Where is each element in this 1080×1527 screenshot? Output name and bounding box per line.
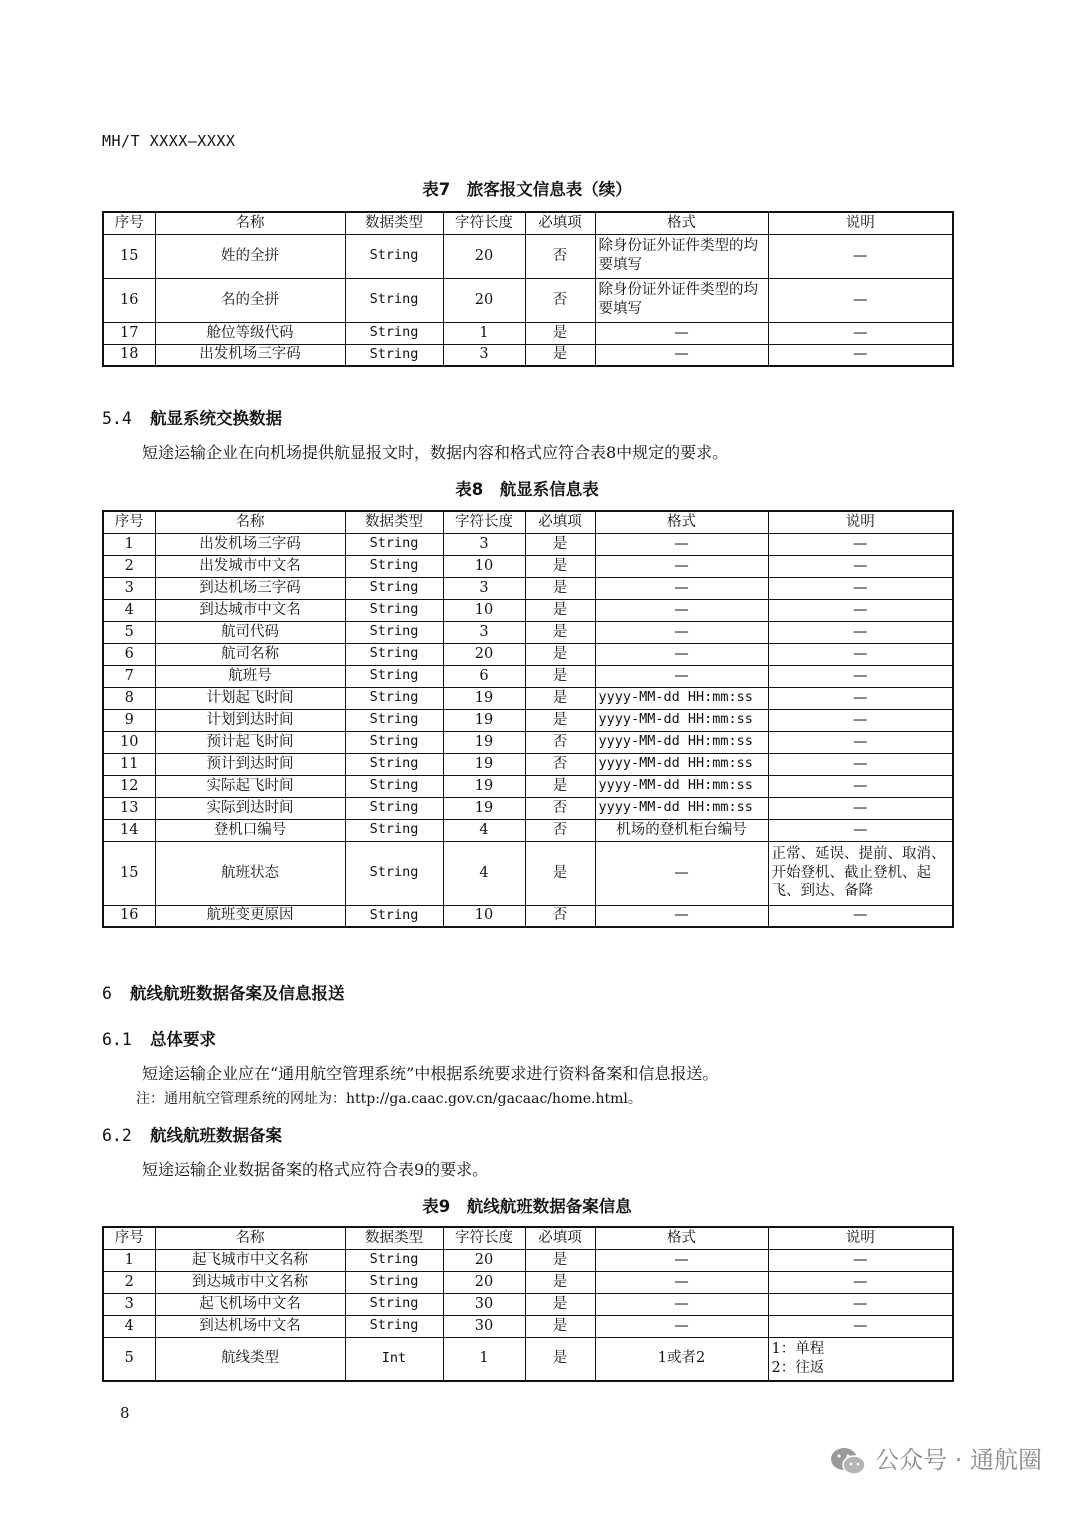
table-cell: 1 [103,533,155,555]
table-cell: 是 [525,1271,595,1293]
table-cell: — [768,322,953,344]
column-header: 必填项 [525,212,595,234]
table-cell: — [768,577,953,599]
table-cell: 是 [525,1315,595,1337]
table-cell: 3 [443,577,525,599]
column-header: 字符长度 [443,212,525,234]
table-cell: 出发机场三字码 [155,344,345,366]
table-cell: 3 [443,344,525,366]
table-cell: 6 [443,665,525,687]
table-cell: 预计到达时间 [155,753,345,775]
table-cell: 出发机场三字码 [155,533,345,555]
column-header: 格式 [595,212,768,234]
table-cell: 7 [103,665,155,687]
table-cell: 姓的全拼 [155,234,345,278]
table-cell: — [768,1315,953,1337]
table-cell: — [595,1315,768,1337]
table-row [103,797,953,819]
table-cell: String [345,1271,443,1293]
table-cell: String [345,533,443,555]
watermark-text: 公众号 · 通航圈 [875,1446,1042,1474]
table-cell: 是 [525,322,595,344]
table-cell: 1：单程 2：往返 [768,1337,953,1381]
wechat-logo-icon [829,1446,867,1476]
table-cell: — [595,643,768,665]
table-cell: yyyy-MM-dd HH:mm:ss [595,753,768,775]
table-cell: 实际到达时间 [155,797,345,819]
table-cell: 否 [525,819,595,841]
table-cell: 到达城市中文名称 [155,1271,345,1293]
page-number: 8 [120,1404,130,1422]
table-cell: 是 [525,555,595,577]
table-cell: 出发城市中文名 [155,555,345,577]
table-cell: 17 [103,322,155,344]
header-row [103,511,953,533]
table-cell: 航班状态 [155,841,345,905]
table-cell: 到达城市中文名 [155,599,345,621]
watermark [829,1440,1042,1476]
table-row [103,819,953,841]
table-cell: 机场的登机柜台编号 [595,819,768,841]
table-cell: — [768,344,953,366]
table-cell: 是 [525,841,595,905]
table-cell: 30 [443,1293,525,1315]
table-cell: 10 [443,905,525,927]
table-cell: 正常、延误、提前、取消、开始登机、截止登机、起飞、到达、备降 [768,841,953,905]
table-cell: 19 [443,753,525,775]
column-header: 字符长度 [443,1227,525,1249]
table-cell: Int [345,1337,443,1381]
table-row [103,278,953,322]
table-cell: String [345,278,443,322]
table-cell: 5 [103,1337,155,1381]
table-cell: — [595,344,768,366]
table-cell: — [768,1271,953,1293]
table-cell: 18 [103,344,155,366]
table-cell: 实际起飞时间 [155,775,345,797]
table-cell: 是 [525,1249,595,1271]
table-cell: — [768,278,953,322]
table-cell: 起飞城市中文名称 [155,1249,345,1271]
table-cell: 舱位等级代码 [155,322,345,344]
table-cell: — [768,1249,953,1271]
table-cell: String [345,577,443,599]
table-row [103,1315,953,1337]
table-row [103,1337,953,1381]
table-cell: 航班号 [155,665,345,687]
table-cell: 2 [103,555,155,577]
table-row [103,687,953,709]
table-row [103,555,953,577]
table-cell: — [595,533,768,555]
column-header: 说明 [768,212,953,234]
table-cell: — [595,1271,768,1293]
table-cell: — [768,905,953,927]
standard-number: MH/T XXXX—XXXX [102,132,236,150]
table-cell: 19 [443,687,525,709]
table-cell: 20 [443,234,525,278]
table-cell: String [345,753,443,775]
table-cell: 4 [443,841,525,905]
table-cell: — [768,709,953,731]
table-cell: 3 [103,577,155,599]
table-cell: — [595,905,768,927]
table-cell: 16 [103,905,155,927]
table8-caption: 表8 航显系信息表 [455,480,599,499]
table-cell: — [595,599,768,621]
table-cell: 否 [525,905,595,927]
table-cell: 5 [103,621,155,643]
column-header: 名称 [155,212,345,234]
table-cell: 1 [443,1337,525,1381]
table-cell: 14 [103,819,155,841]
table-cell: — [768,775,953,797]
table-cell: 航线类型 [155,1337,345,1381]
table-cell: 是 [525,643,595,665]
table-cell: — [768,533,953,555]
section-5-4-paragraph: 短途运输企业在向机场提供航显报文时，数据内容和格式应符合表8中规定的要求。 [142,443,729,462]
table-cell: 30 [443,1315,525,1337]
table-cell: — [595,665,768,687]
table-cell: String [345,234,443,278]
table-cell: 预计起飞时间 [155,731,345,753]
table-cell: 是 [525,775,595,797]
table-cell: — [595,1293,768,1315]
table-cell: 计划到达时间 [155,709,345,731]
column-header: 字符长度 [443,511,525,533]
section-5-4-heading: 5.4 航显系统交换数据 [102,409,282,428]
column-header: 必填项 [525,511,595,533]
table-cell: 航司名称 [155,643,345,665]
table-cell: String [345,643,443,665]
section-6-1-heading: 6.1 总体要求 [102,1030,216,1049]
table-cell: 10 [443,599,525,621]
table-cell: 否 [525,753,595,775]
table-cell: — [768,621,953,643]
column-header: 序号 [103,511,155,533]
table-cell: 20 [443,643,525,665]
table-cell: 计划起飞时间 [155,687,345,709]
table-cell: 12 [103,775,155,797]
column-header: 数据类型 [345,212,443,234]
table-cell: 是 [525,577,595,599]
table-cell: yyyy-MM-dd HH:mm:ss [595,731,768,753]
table-cell: — [595,555,768,577]
table-row [103,709,953,731]
column-header: 说明 [768,511,953,533]
table-cell: yyyy-MM-dd HH:mm:ss [595,797,768,819]
table-cell: 11 [103,753,155,775]
column-header: 格式 [595,1227,768,1249]
table-cell: — [768,1293,953,1315]
table9 [102,1226,954,1382]
table-cell: String [345,841,443,905]
table-cell: 否 [525,234,595,278]
table7-caption: 表7 旅客报文信息表（续） [422,180,632,199]
column-header: 数据类型 [345,1227,443,1249]
table-cell: 除身份证外证件类型的均要填写 [595,234,768,278]
section-6-heading: 6 航线航班数据备案及信息报送 [102,984,345,1003]
table-cell: 1或者2 [595,1337,768,1381]
table9-caption: 表9 航线航班数据备案信息 [422,1197,632,1216]
table-cell: 是 [525,599,595,621]
table-cell: 除身份证外证件类型的均要填写 [595,278,768,322]
table-cell: 4 [103,1315,155,1337]
table-row [103,665,953,687]
table-cell: yyyy-MM-dd HH:mm:ss [595,687,768,709]
table-cell: 是 [525,687,595,709]
table8 [102,510,954,928]
table-cell: 登机口编号 [155,819,345,841]
table-cell: 19 [443,731,525,753]
table-cell: — [595,621,768,643]
section-6-1-paragraph: 短途运输企业应在“通用航空管理系统”中根据系统要求进行资料备案和信息报送。 [142,1064,719,1083]
table-row [103,599,953,621]
table-cell: 15 [103,841,155,905]
table-cell: 起飞机场中文名 [155,1293,345,1315]
table-cell: 16 [103,278,155,322]
column-header: 必填项 [525,1227,595,1249]
table-row [103,621,953,643]
section-6-1-note: 注：通用航空管理系统的网址为：http://ga.caac.gov.cn/gacaac/home.html。 [136,1091,642,1107]
table-cell: String [345,687,443,709]
table-row [103,344,953,366]
table-cell: 1 [103,1249,155,1271]
table-cell: — [595,322,768,344]
table-cell: — [595,577,768,599]
table-cell: String [345,555,443,577]
table-cell: 13 [103,797,155,819]
table-cell: 20 [443,278,525,322]
table-cell: — [768,599,953,621]
table-cell: String [345,797,443,819]
table-cell: String [345,665,443,687]
table-cell: 是 [525,1293,595,1315]
table-cell: 10 [103,731,155,753]
column-header: 数据类型 [345,511,443,533]
table-cell: 航班变更原因 [155,905,345,927]
table-cell: 3 [443,533,525,555]
table-cell: 15 [103,234,155,278]
table-row [103,643,953,665]
table-cell: String [345,621,443,643]
column-header: 序号 [103,1227,155,1249]
table-cell: 到达机场三字码 [155,577,345,599]
table-cell: 6 [103,643,155,665]
table-cell: 1 [443,322,525,344]
table-cell: 名的全拼 [155,278,345,322]
table-cell: 3 [103,1293,155,1315]
table-cell: 是 [525,344,595,366]
table-cell: String [345,1315,443,1337]
table-row [103,1293,953,1315]
table-cell: String [345,344,443,366]
header-row [103,212,953,234]
table-cell: 10 [443,555,525,577]
section-6-2-heading: 6.2 航线航班数据备案 [102,1126,282,1145]
table-cell: — [768,731,953,753]
table-cell: String [345,905,443,927]
table-cell: String [345,1293,443,1315]
table-cell: String [345,819,443,841]
table-cell: — [768,665,953,687]
table-cell: 否 [525,278,595,322]
table-row [103,234,953,278]
table-cell: 是 [525,533,595,555]
table-row [103,1249,953,1271]
table-row [103,841,953,905]
table-cell: — [768,643,953,665]
table-cell: — [768,753,953,775]
table-cell: 19 [443,709,525,731]
column-header: 序号 [103,212,155,234]
table-row [103,775,953,797]
table-cell: 8 [103,687,155,709]
table-cell: 是 [525,665,595,687]
table-row [103,322,953,344]
table-cell: 2 [103,1271,155,1293]
table-cell: 是 [525,1337,595,1381]
table-cell: yyyy-MM-dd HH:mm:ss [595,775,768,797]
table-cell: 20 [443,1271,525,1293]
table-cell: 9 [103,709,155,731]
table-cell: — [768,555,953,577]
table-cell: — [768,687,953,709]
table-cell: 19 [443,797,525,819]
table-cell: 是 [525,709,595,731]
section-6-2-paragraph: 短途运输企业数据备案的格式应符合表9的要求。 [142,1160,489,1179]
table-cell: String [345,775,443,797]
table-cell: 3 [443,621,525,643]
table-row [103,905,953,927]
table-cell: 航司代码 [155,621,345,643]
table-cell: String [345,322,443,344]
table-cell: String [345,1249,443,1271]
column-header: 说明 [768,1227,953,1249]
table-cell: 是 [525,621,595,643]
table-cell: yyyy-MM-dd HH:mm:ss [595,709,768,731]
table-cell: 4 [103,599,155,621]
table-row [103,1271,953,1293]
table-cell: String [345,599,443,621]
table-cell: — [595,1249,768,1271]
table-cell: 到达机场中文名 [155,1315,345,1337]
table-cell: String [345,709,443,731]
table-cell: 20 [443,1249,525,1271]
column-header: 名称 [155,511,345,533]
table-row [103,753,953,775]
table7 [102,211,954,367]
table-row [103,731,953,753]
table-cell: 19 [443,775,525,797]
table-cell: 否 [525,797,595,819]
table-cell: 4 [443,819,525,841]
table-row [103,577,953,599]
table-cell: — [595,841,768,905]
table-cell: — [768,797,953,819]
column-header: 格式 [595,511,768,533]
table-cell: 否 [525,731,595,753]
header-row [103,1227,953,1249]
table-cell: — [768,819,953,841]
column-header: 名称 [155,1227,345,1249]
table-cell: — [768,234,953,278]
table-cell: String [345,731,443,753]
table-row [103,533,953,555]
